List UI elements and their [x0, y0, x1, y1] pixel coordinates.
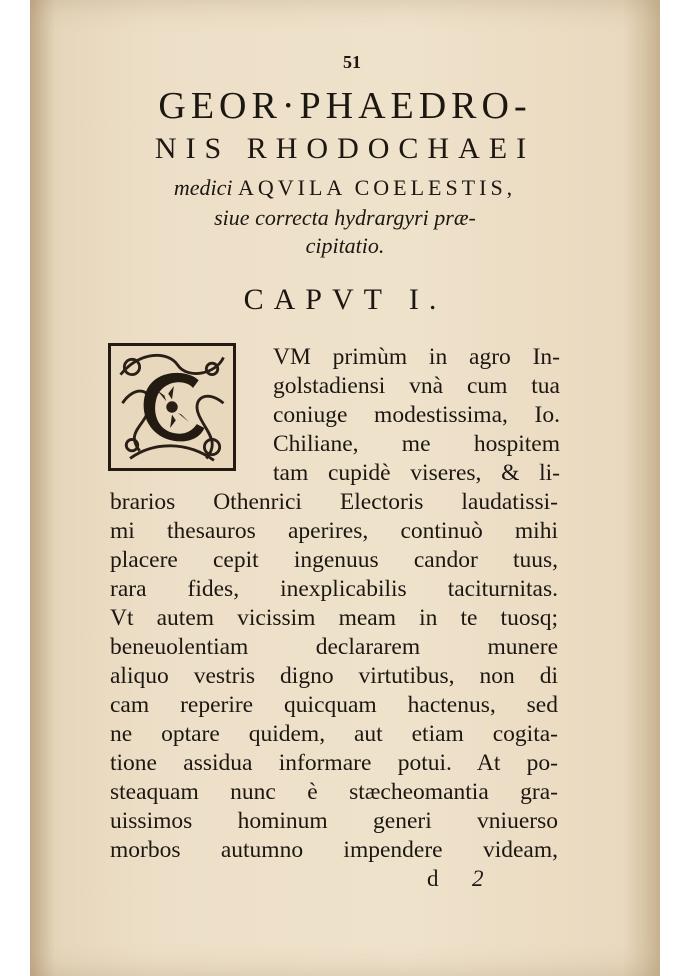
title-aquila: AQVILA COELESTIS,	[237, 175, 517, 200]
text-line: beneuolentiam declararem munere	[110, 634, 558, 660]
chapter-heading: CAPVT I.	[243, 283, 447, 316]
text-line: tam cupidè viseres, & li-	[273, 460, 560, 486]
title-line-2: NIS RHODOCHAEI	[154, 132, 536, 165]
title-line-5: cipitatio.	[305, 233, 385, 258]
book-page	[30, 0, 660, 976]
text-line: steaquam nunc è stæcheomantia gra-	[110, 779, 558, 805]
text-line: cam reperire quicquam hactenus, sed	[110, 692, 558, 718]
text-line: rara fides, inexplicabilis taciturnitas.	[110, 576, 558, 602]
text-line: uissimos hominum generi vniuerso	[110, 808, 558, 834]
text-line: Vt autem vicissim meam in te tuosq;	[110, 605, 558, 631]
text-line: coniuge modestissima, Io.	[273, 402, 560, 428]
signature-number: 2	[472, 866, 484, 891]
text-line: golstadiensi vnà cum tua	[273, 373, 560, 399]
title-line-4: siue correcta hydrargyri præ-	[214, 205, 476, 230]
title-line-1: GEOR·PHAEDRO-	[158, 85, 532, 127]
text-line: VM primùm in agro In-	[273, 344, 560, 370]
text-line: morbos autumno impendere videam,	[110, 837, 558, 863]
text-line: aliquo vestris digno virtutibus, non di	[110, 663, 558, 689]
signature-mark: d	[427, 866, 439, 891]
title-line-3	[110, 175, 580, 201]
text-line: brarios Othenrici Electoris laudatissi-	[110, 489, 558, 515]
text-line: tione assidua informare potui. At po-	[110, 750, 558, 776]
text-line: Chiliane, me hospitem	[273, 431, 560, 457]
text-line: mi thesauros aperires, continuò mihi	[110, 518, 558, 544]
ornament-art	[111, 346, 233, 468]
page-number: 51	[343, 52, 361, 72]
text-line: placere cepit ingenuus candor tuus,	[110, 547, 558, 573]
ornamental-initial-icon	[108, 343, 236, 471]
title-medici: medici	[173, 175, 233, 200]
text-line: ne optare quidem, aut etiam cogita-	[110, 721, 558, 747]
